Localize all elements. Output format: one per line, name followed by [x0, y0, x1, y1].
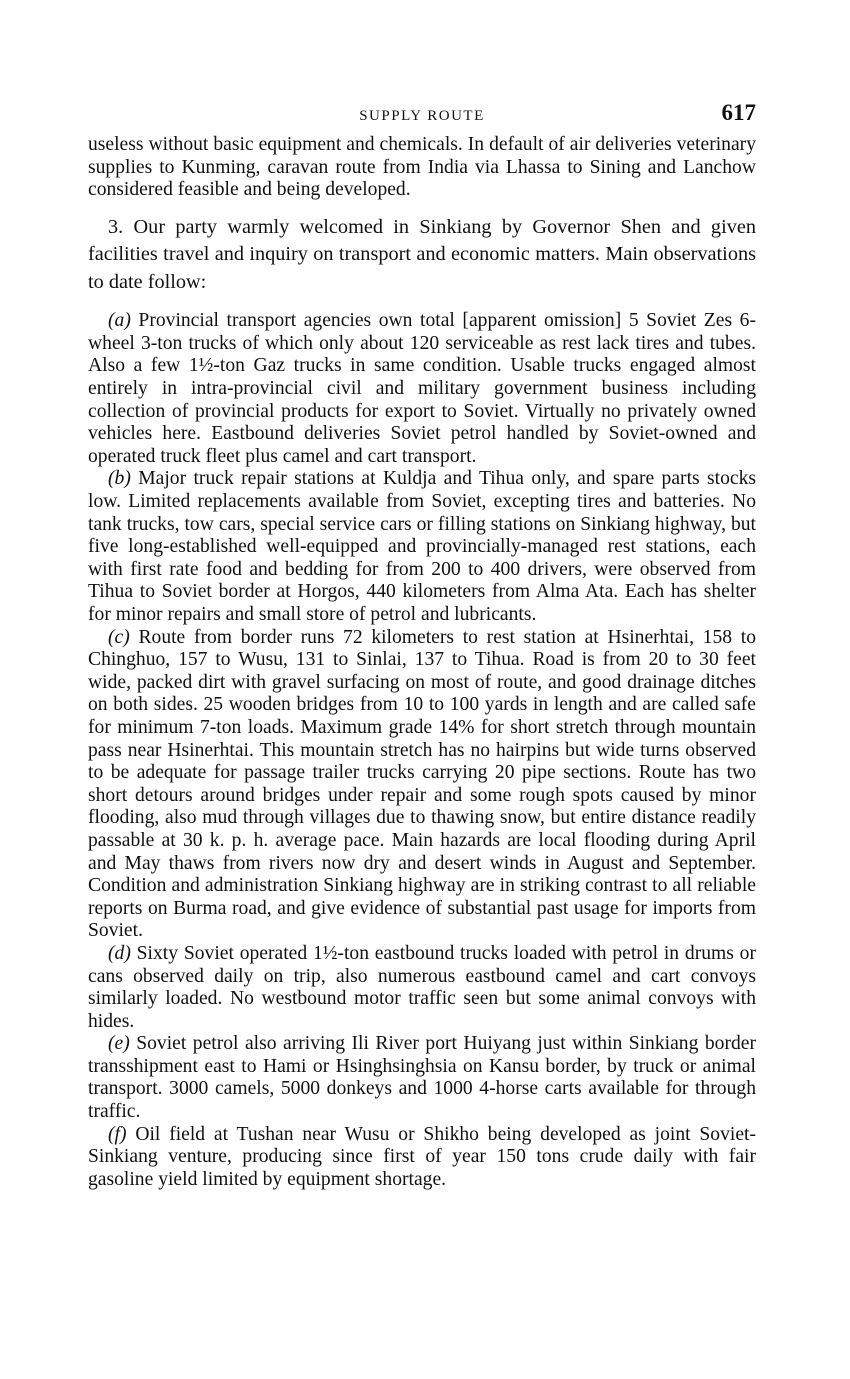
item-marker: (f)	[108, 1123, 127, 1145]
item-b	[88, 468, 756, 626]
item-marker: (e)	[108, 1033, 130, 1055]
item-d	[88, 943, 756, 1033]
item-marker: (c)	[108, 626, 130, 648]
item-e	[88, 1033, 756, 1123]
item-text: Route from border runs 72 kilometers to rest station at Hsinerhtai, 158 to Chinghuo, 157 to Wusu, 131 to Sinlai, 137 to Tihua. Road is from 20 to 30 feet wide, packed dirt with gravel surfacing on most of route, and good drainage ditches on both sides. 25 wooden bridges from 10 to 100 yards in length and are called safe for minimum 7-ton loads. Maximum grade 14% for short stretch through mountain pass near Hsinerhtai. This mountain stretch has no hairpins but wide turns observed to be adequate for passage trailer trucks carrying 20 pipe sections. Route has two short detours around bridges under repair and some rough spots caused by minor flooding, also mud through villages due to thawing snow, but entire distance readily passable at 30 k. p. h. average pace. Main hazards are local flooding during April and May thaws from rivers now dry and desert winds in August and September. Condition and administration Sinkiang highway are in striking contrast to all reliable reports on Burma road, and give evidence of substantial past usage for imports from Soviet.	[88, 626, 756, 942]
page-number: 617	[721, 100, 756, 125]
item-f	[88, 1124, 756, 1192]
document-page	[88, 100, 756, 1191]
running-header	[88, 100, 756, 134]
item-marker: (a)	[108, 310, 131, 332]
item-text: Sixty Soviet operated 1½-ton eastbound trucks loaded with petrol in drums or cans observed daily on trip, also numerous eastbound camel and cart convoys similarly loaded. No westbound motor traffic seen but some animal convoys with hides.	[88, 942, 756, 1032]
item-text: Provincial transport agencies own total [apparent omission] 5 Soviet Zes 6-wheel 3-ton trucks of which only about 120 serviceable as rest lack tires and tubes. Also a few 1½-ton Gaz trucks in same condition. Usable trucks engaged almost entirely in intra-provincial civil and military government business including collection of provincial products for export to Soviet. Virtually no privately owned vehicles here. Eastbound deliveries Soviet petrol handled by Soviet-owned and operated truck fleet plus camel and cart transport.	[88, 310, 756, 467]
paragraph-intro: useless without basic equipment and chemicals. In default of air deliveries veterinary supplies to Kunming, caravan route from India via Lhassa to Sining and Lanchow considered feasible and being developed.	[88, 134, 756, 201]
item-marker: (b)	[108, 468, 131, 490]
running-title: SUPPLY ROUTE	[359, 108, 485, 124]
item-text: Oil field at Tushan near Wusu or Shikho being developed as joint Soviet-Sinkiang venture, producing since first of year 150 tons crude daily with fair gasoline yield limited by equipment shortage.	[88, 1123, 756, 1190]
item-c	[88, 627, 756, 943]
paragraph-3: 3. Our party warmly welcomed in Sinkiang by Governor Shen and given facilities travel and inquiry on transport and economic matters. Main observations to date follow:	[88, 215, 756, 293]
item-text: Major truck repair stations at Kuldja and Tihua only, and spare parts stocks low. Limited replacements available from Soviet, excepting tires and batteries. No tank trucks, tow cars, special service cars or filling stations on Sinkiang highway, but five long-established well-equipped and provincially-managed rest stations, each with first rate food and bedding for from 200 to 400 drivers, were observed from Tihua to Soviet border at Horgos, 440 kilometers from Alma Ata. Each has shelter for minor repairs and small store of petrol and lubricants.	[88, 468, 756, 625]
item-a	[88, 310, 756, 468]
item-text: Soviet petrol also arriving Ili River port Huiyang just within Sinkiang border transshipment east to Hami or Hsinghsinghsia on Kansu border, by truck or animal transport. 3000 camels, 5000 donkeys and 1000 4-horse carts available for through traffic.	[88, 1033, 757, 1123]
item-marker: (d)	[108, 942, 131, 964]
